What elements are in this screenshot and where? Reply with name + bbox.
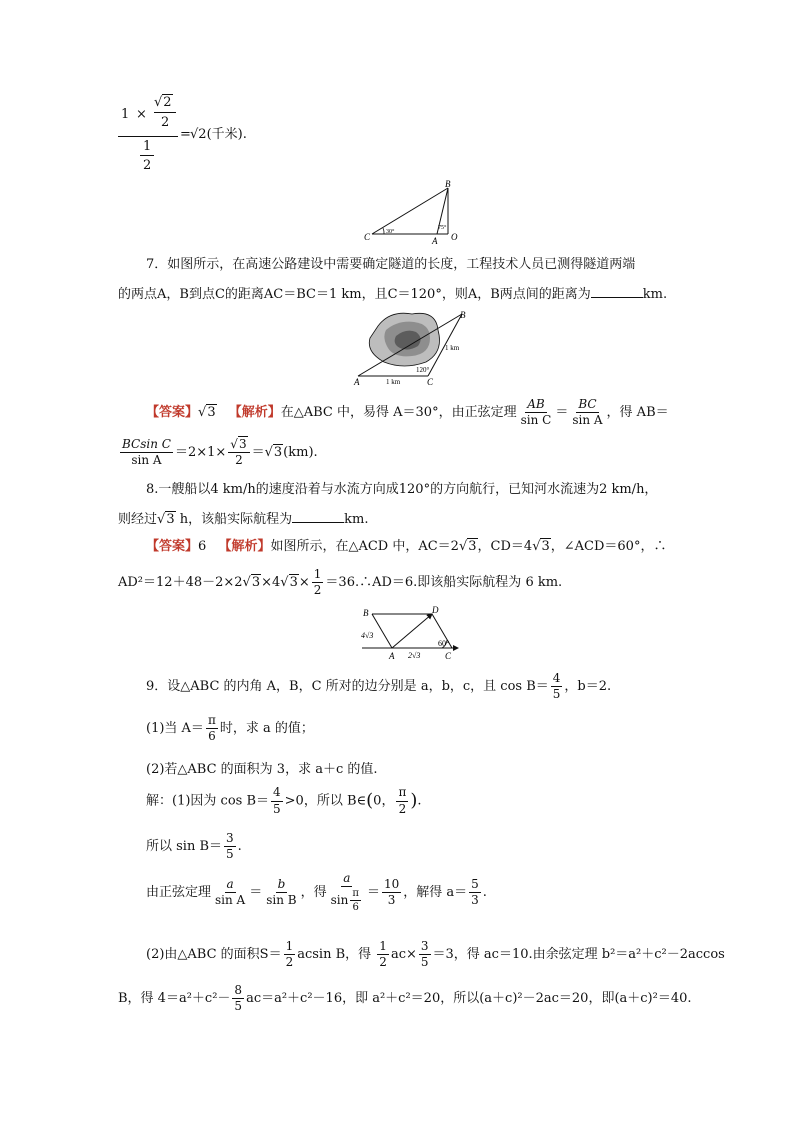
label-B: B <box>445 180 451 189</box>
label-1km-bottom: 1 km <box>386 378 401 386</box>
label-B3: B <box>363 608 369 618</box>
formula-lower-two: 2 <box>143 158 152 173</box>
answer-8-line1: 【答案】6 【解析】如图所示，在△ACD 中，AC＝2√3，CD＝4√3，∠ACD＝60°，∴ <box>146 539 667 554</box>
answer-7-line1: 【答案】√3 【解析】在△ABC 中，易得 A＝30°，由正弦定理 $\frac{AB}{\text{sin C}}$ ＝ $\frac{BC}{\text{sin A}}$ ，得 AB＝ <box>146 396 669 427</box>
formula-one: 1 <box>121 107 130 122</box>
question-8-line1: 8.一艘船以4 km/h的速度沿着与水流方向成120°的方向航行，已知河水流速为2 km/h， <box>146 482 658 497</box>
solution-9-line4: (2)由△ABC 的面积S＝ $\frac{1}{2}$ acsin B，得 $\frac{1}{2}$ ac× $\frac{3}{5}$ ＝3，得 ac＝10.由余弦定理 b²＝a²＋c²－2accos <box>146 938 725 969</box>
formula-sqrt2-num: √2 <box>154 95 172 110</box>
answer-8-line2: AD²＝12＋48－2×2√3×4√3× $\frac{1}{2}$ ＝36.∴AD＝6.即该船实际航程为 6 km. <box>118 566 563 597</box>
label-O: O <box>451 232 458 242</box>
label-A2: A <box>354 377 360 387</box>
formula-lower-one: 1 <box>143 139 152 154</box>
solution-9-line3: 由正弦定理 $\frac{a}{\text{sin A}}$ ＝ $\frac{b}{\text{sin B}}$ ，得 a sin $\frac{\pi}{6}$ ＝ $\frac{10}{3}$ ，解得 a＝ $\frac{5}{3}$ . <box>146 871 487 914</box>
question-7-line2: 的两点A，B到点C的距离AC＝BC＝1 km，且C＝120°，则A，B两点间的距离为 km. <box>118 287 668 302</box>
label-75: 75° <box>438 225 447 231</box>
label-A3: A <box>389 651 395 661</box>
question-9-line1: 9．设△ABC 的内角 A，B，C 所对的边分别是 a，b，c，且 cos B＝ $\frac{4}{5}$ ，b＝2. <box>146 670 612 701</box>
question-9-part1: (1)当 A＝ $\frac{\pi}{6}$ 时，求 a 的值； <box>146 712 314 743</box>
formula-sqrt2-den: 2 <box>161 115 170 130</box>
question-8-line2: 则经过√3 h，该船实际航程为 km. <box>118 512 369 527</box>
label-C: C <box>364 232 371 242</box>
label-30: 30° <box>386 229 395 235</box>
label-B2: B <box>460 310 466 320</box>
label-C2: C <box>427 377 434 387</box>
formula-times: × <box>136 107 147 122</box>
solution-9-line5: B，得 4＝a²＋c²－ $\frac{8}{5}$ ac＝a²＋c²－16，即 a²＋c²＝20，所以(a＋c)²－2ac＝20，即(a＋c)²＝40. <box>118 982 692 1013</box>
top-formula <box>118 96 268 176</box>
formula-result: √2(千米). <box>190 127 247 142</box>
solution-9-line2: 所以 sin B＝ $\frac{3}{5}$ . <box>146 830 242 861</box>
question-9-part2: (2)若△ABC 的面积为 3，求 a＋c 的值. <box>146 762 378 777</box>
label-60: 60° <box>438 639 450 648</box>
label-120: 120° <box>416 366 430 374</box>
label-1km-side: 1 km <box>445 344 460 352</box>
figure-triangle-cbo <box>360 180 470 246</box>
label-4sqrt3: 4√3 <box>361 631 374 640</box>
figure-boat-vectors <box>360 604 464 662</box>
label-C3: C <box>445 651 452 661</box>
question-7-line1: 7．如图所示，在高速公路建设中需要确定隧道的长度，工程技术人员已测得隧道两端 <box>146 257 636 272</box>
formula-equals: = <box>180 127 191 142</box>
label-A: A <box>432 236 438 246</box>
solution-9-line1: 解：(1)因为 cos B＝ $\frac{4}{5}$ >0，所以 B∈(0， $\frac{\pi}{2}$ ). <box>146 785 422 816</box>
label-2sqrt3: 2√3 <box>408 651 421 660</box>
label-D3: D <box>432 605 439 615</box>
figure-tunnel <box>350 308 472 390</box>
answer-7-line2: $\frac{\text{BCsin C}}{\text{sin A}}$ ＝2×1× $\frac{√3}{2}$ ＝√3(km). <box>122 436 318 467</box>
